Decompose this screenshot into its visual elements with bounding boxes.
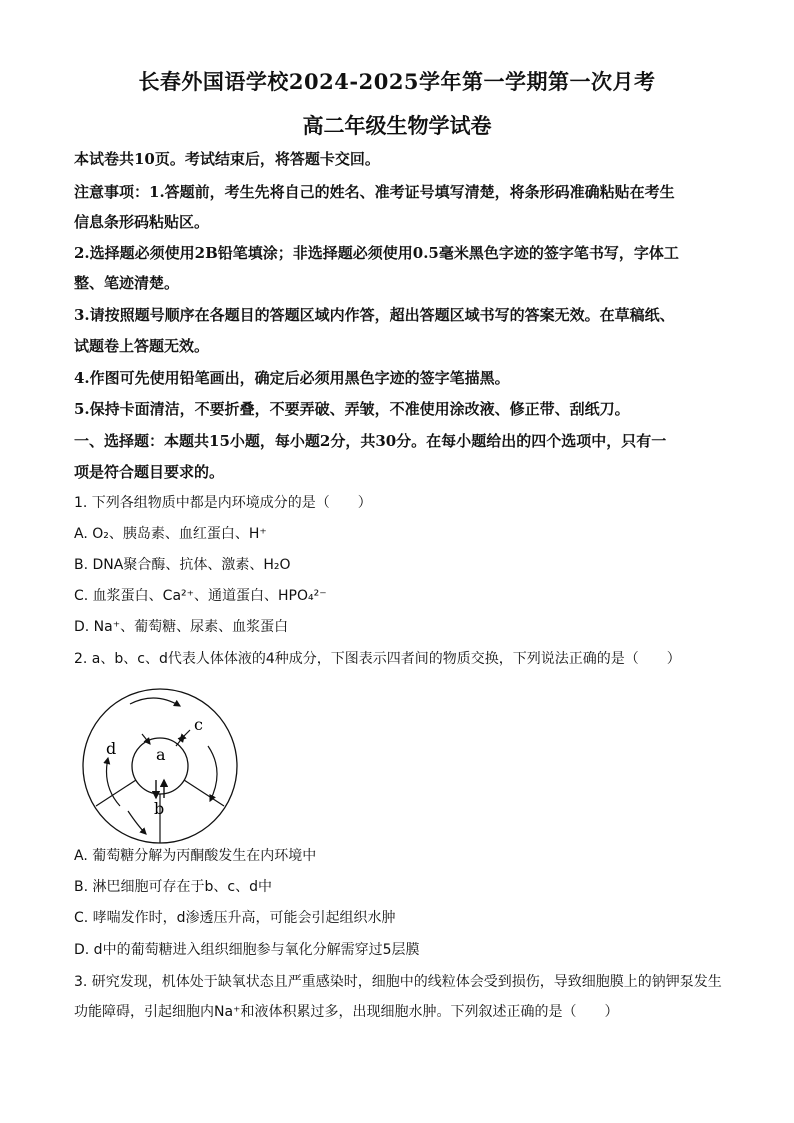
label-c: c: [194, 715, 203, 734]
divider-left: [96, 780, 136, 806]
q2-stem: 2. a、b、c、d代表人体体液的4种成分，下图表示四者间的物质交换，下列说法正确的是（ ）: [74, 651, 681, 667]
q1-stem: 1. 下列各组物质中都是内环境成分的是（ ）: [74, 495, 372, 511]
notice-1a: 注意事项：1.答题前，考生先将自己的姓名、准考证号填写清楚，将条形码准确粘贴在考生: [74, 183, 675, 201]
exam-subtitle: 高二年级生物学试卷: [302, 113, 492, 138]
arrow-left: [107, 758, 121, 806]
q3-stem-a: 3. 研究发现，机体处于缺氧状态且严重感染时，细胞中的线粒体会受到损伤，导致细胞膜上的钠钾泵发生: [74, 974, 722, 990]
q2-option-d: D. d中的葡萄糖进入组织细胞参与氧化分解需穿过5层膜: [74, 942, 420, 958]
section-heading-a: 一、选择题：本题共15小题，每小题2分，共30分。在每小题给出的四个选项中，只有一: [74, 432, 667, 450]
divider-right: [184, 780, 224, 806]
notice-3a: 3.请按照题号顺序在各题目的答题区域内作答，超出答题区域书写的答案无效。在草稿纸、: [74, 306, 675, 324]
arrow-c-to-a: [180, 730, 190, 740]
section-heading-b: 项是符合题目要求的。: [74, 463, 225, 481]
notice-4: 4.作图可先使用铅笔画出，确定后必须用黑色字迹的签字笔描黑。: [74, 369, 510, 387]
instruction-line: 本试卷共10页。考试结束后，将答题卡交回。: [74, 150, 380, 168]
arrow-top: [130, 698, 180, 706]
arrow-bottom-left: [128, 811, 146, 834]
label-b: b: [154, 799, 165, 818]
body-fluid-diagram: [80, 686, 240, 846]
notice-1b: 信息条形码粘贴区。: [74, 213, 210, 231]
q2-option-a: A. 葡萄糖分解为丙酮酸发生在内环境中: [74, 848, 317, 864]
q1-option-c: C. 血浆蛋白、Ca²⁺、通道蛋白、HPO₄²⁻: [74, 588, 327, 604]
q2-option-c: C. 哮喘发作时，d渗透压升高，可能会引起组织水肿: [74, 910, 396, 926]
q1-option-d: D. Na⁺、葡萄糖、尿素、血浆蛋白: [74, 619, 289, 635]
notice-2a: 2.选择题必须使用2B铅笔填涂；非选择题必须使用0.5毫米黑色字迹的签字笔书写，字体工: [74, 244, 679, 262]
label-a: a: [156, 745, 166, 764]
q3-stem-b: 功能障碍，引起细胞内Na⁺和液体积累过多，出现细胞水肿。下列叙述正确的是（ ）: [74, 1004, 619, 1020]
notice-3b: 试题卷上答题无效。: [74, 337, 210, 355]
notice-2b: 整、笔迹清楚。: [74, 274, 180, 292]
q1-option-b: B. DNA聚合酶、抗体、激素、H₂O: [74, 557, 291, 573]
notice-5: 5.保持卡面清洁，不要折叠，不要弄破、弄皱，不准使用涂改液、修正带、刮纸刀。: [74, 400, 630, 418]
arrow-right: [208, 746, 217, 801]
q1-option-a: A. O₂、胰岛素、血红蛋白、H⁺: [74, 526, 267, 542]
q2-option-b: B. 淋巴细胞可存在于b、c、d中: [74, 879, 272, 895]
exam-title: 长春外国语学校2024-2025学年第一学期第一次月考: [138, 69, 656, 94]
label-d: d: [106, 739, 117, 758]
